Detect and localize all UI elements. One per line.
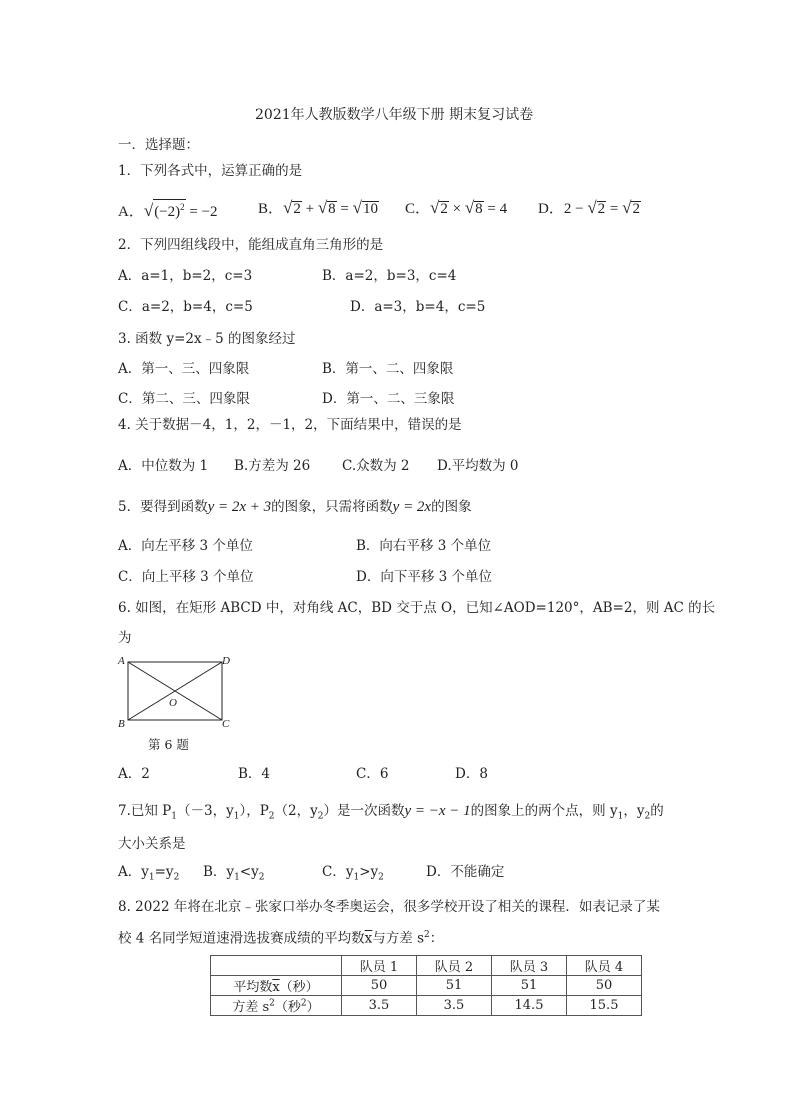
table-header-cell: 队员 4 (567, 956, 642, 976)
rhs: = 4 (487, 201, 508, 217)
q7-text: ）是一次函数 (323, 803, 405, 819)
lhs: 2 − (563, 201, 584, 217)
table-cell: 15.5 (567, 996, 642, 1016)
q6-option-a: A．2 (118, 766, 150, 782)
q3-option-d: D．第一、二、三象限 (322, 391, 455, 407)
q6-stem-line2: 为 (118, 630, 132, 646)
q8-stem-line2 (118, 926, 443, 948)
table-cell: 3.5 (417, 996, 492, 1016)
subscript: 1 (234, 872, 240, 883)
sqrt-sign: √ (143, 201, 154, 220)
option-text: B．y (203, 864, 235, 880)
q2-stem: 2．下列四组线段中，能组成直角三角形的是 (118, 237, 384, 253)
mean-symbol: $\overline{x}$ (364, 930, 373, 947)
q8-text: ： (429, 930, 444, 947)
table-cell: 3.5 (342, 996, 417, 1016)
q6-option-c: C．6 (356, 766, 389, 782)
q5-stem-pre: 5．要得到函数 (118, 499, 208, 515)
q7-text: 7.已知 P (118, 803, 172, 819)
q2-option-c: C．a=2，b=4，c=5 (118, 299, 253, 315)
vertex-label-o: O (169, 697, 177, 709)
q3-stem: 3. 函数 y=2x﹣5 的图象经过 (118, 331, 296, 347)
table-cell: 50 (342, 976, 417, 996)
rectangle-figure (118, 656, 238, 734)
subscript: 2 (268, 811, 275, 822)
radicand: 2 (440, 201, 448, 217)
subscript: 1 (233, 811, 240, 822)
table-cell: 51 (492, 976, 567, 996)
table-row (211, 976, 642, 996)
option-label: C． (405, 201, 431, 217)
q4-option-d: D.平均数为 0 (437, 458, 519, 474)
equals: = (609, 201, 619, 217)
option-label: B． (258, 201, 284, 217)
table-row (211, 996, 642, 1016)
q7-stem-line2: 大小关系是 (118, 836, 186, 852)
q1-option-c (405, 199, 507, 218)
sqrt-sign: √ (352, 198, 362, 217)
q8-text: 校 4 名同学短道速滑选拔赛成绩的平均数 (118, 930, 365, 947)
vertex-label-b: B (118, 718, 125, 730)
subscript: 2 (317, 811, 324, 822)
section-heading: 一．选择题： (118, 137, 199, 153)
score-table (210, 955, 642, 1016)
plus: + (305, 201, 315, 217)
table-header-row (211, 956, 642, 976)
option-text: A．y (118, 864, 149, 880)
option-label: D． (538, 201, 564, 217)
label-text: （秒 (274, 1000, 301, 1015)
page-title: 2021年人教版数学八年级下册 期末复习试卷 (255, 107, 534, 123)
label-text: 方差 s (232, 1000, 270, 1015)
q7-text: 的 (650, 803, 664, 819)
q6-option-d: D．8 (455, 766, 488, 782)
q1-option-a (118, 199, 218, 221)
label-text: （秒） (279, 980, 319, 995)
vertex-label-a: A (118, 655, 125, 667)
table-cell: 50 (567, 976, 642, 996)
q8-text: 与方差 s (372, 930, 425, 947)
radicand: 2 (632, 201, 640, 217)
radicand: 8 (328, 201, 336, 217)
table-header-cell: 队员 1 (342, 956, 417, 976)
mean-symbol: $\overline{x}$ (272, 980, 280, 995)
q1-option-d (538, 199, 641, 218)
q3-option-a: A．第一、三、四象限 (118, 361, 250, 377)
q5-function-1: y = 2x + 3 (207, 499, 272, 515)
option-text: C．y (322, 864, 354, 880)
label-text: 平均数 (233, 980, 273, 995)
q2-option-d: D．a=3，b=4，c=5 (350, 299, 486, 315)
q5-option-a: A．向左平移 3 个单位 (118, 538, 253, 554)
q7-text: （－3，y (177, 803, 234, 819)
superscript: 2 (269, 998, 275, 1009)
q1-option-b (258, 199, 379, 218)
table-cell: 14.5 (492, 996, 567, 1016)
q4-option-b: B.方差为 26 (234, 458, 311, 474)
sqrt-sign: √ (317, 198, 328, 217)
radicand: 8 (475, 201, 483, 217)
row-label (211, 976, 342, 996)
sqrt-sign: √ (464, 198, 475, 217)
radicand: 10 (362, 201, 378, 217)
q2-option-b: B．a=2，b=3，c=4 (322, 268, 457, 284)
q7-text: 的图象上的两个点，则 y (470, 803, 618, 819)
subscript: 1 (171, 811, 177, 822)
q7-option-d: D．不能确定 (426, 864, 505, 880)
subscript: 2 (644, 811, 651, 822)
superscript: 2 (300, 998, 307, 1009)
q7-text: ），P (239, 803, 269, 819)
row-label (211, 996, 342, 1016)
q7-text: （2，y (274, 803, 318, 819)
q6-stem-line1: 6. 如图，在矩形 ABCD 中，对角线 AC，BD 交于点 O，已知∠AOD=120°，AB=2，则 AC 的长 (118, 600, 716, 616)
times: × (452, 201, 462, 217)
sqrt-sign: √ (430, 198, 440, 217)
rhs: = −2 (189, 204, 218, 220)
table-cell: 51 (417, 976, 492, 996)
sqrt-sign: √ (622, 198, 632, 217)
q5-stem (118, 498, 472, 516)
figure-caption: 第 6 题 (148, 737, 189, 752)
vertex-label-d: D (222, 655, 230, 667)
subscript: 2 (378, 872, 384, 883)
q4-stem: 4. 关于数据－4，1，2，－1，2，下面结果中，错误的是 (118, 417, 462, 433)
option-text: <y (239, 864, 259, 880)
q1-stem: 1．下列各式中，运算正确的是 (118, 163, 303, 179)
subscript: 2 (258, 872, 265, 883)
q5-stem-mid: 的图象，只需将函数 (271, 499, 393, 515)
subscript: 1 (617, 811, 624, 822)
subscript: 2 (173, 872, 180, 883)
q2-option-a: A．a=1，b=2，c=3 (118, 268, 253, 284)
subscript: 1 (148, 872, 155, 883)
table-header-cell (211, 956, 342, 976)
q7-option-a (118, 863, 179, 887)
subscript: 1 (353, 872, 360, 883)
option-label: A． (118, 204, 144, 220)
q6-option-b: B．4 (238, 766, 271, 782)
vertex-label-c: C (222, 718, 230, 730)
label-text: ） (306, 1000, 320, 1015)
exponent: 2 (180, 202, 185, 212)
table-header-cell: 队员 3 (492, 956, 567, 976)
superscript: 2 (424, 930, 430, 940)
q5-option-b: B．向右平移 3 个单位 (356, 538, 492, 554)
q3-option-c: C．第二、三、四象限 (118, 391, 250, 407)
q3-option-b: B．第一、二、四象限 (322, 361, 454, 377)
q5-option-d: D．向下平移 3 个单位 (356, 569, 492, 585)
q5-function-2: y = 2x (392, 499, 432, 515)
q7-text: ，y (623, 803, 645, 819)
radicand: (−2) (154, 204, 181, 220)
table-header-cell: 队员 2 (417, 956, 492, 976)
q7-option-c (322, 863, 384, 887)
q5-option-c: C．向上平移 3 个单位 (118, 569, 254, 585)
sqrt-sign: √ (587, 198, 597, 217)
equals: = (340, 201, 349, 217)
q4-option-c: C.众数为 2 (342, 458, 410, 474)
q4-option-a: A．中位数为 1 (118, 458, 209, 474)
radicand: 2 (597, 201, 606, 217)
q5-stem-post: 的图象 (431, 499, 472, 515)
sqrt-sign: √ (283, 198, 293, 217)
option-text: =y (154, 864, 174, 880)
q7-function: y = −x − 1 (404, 803, 471, 819)
option-text: >y (359, 864, 379, 880)
q7-stem-line1 (118, 802, 664, 826)
radicand: 2 (293, 201, 301, 217)
q7-option-b (203, 863, 264, 887)
q8-stem-line1: 8. 2022 年将在北京﹣张家口举办冬季奥运会，很多学校开设了相关的课程．如表记录了某 (118, 899, 660, 915)
